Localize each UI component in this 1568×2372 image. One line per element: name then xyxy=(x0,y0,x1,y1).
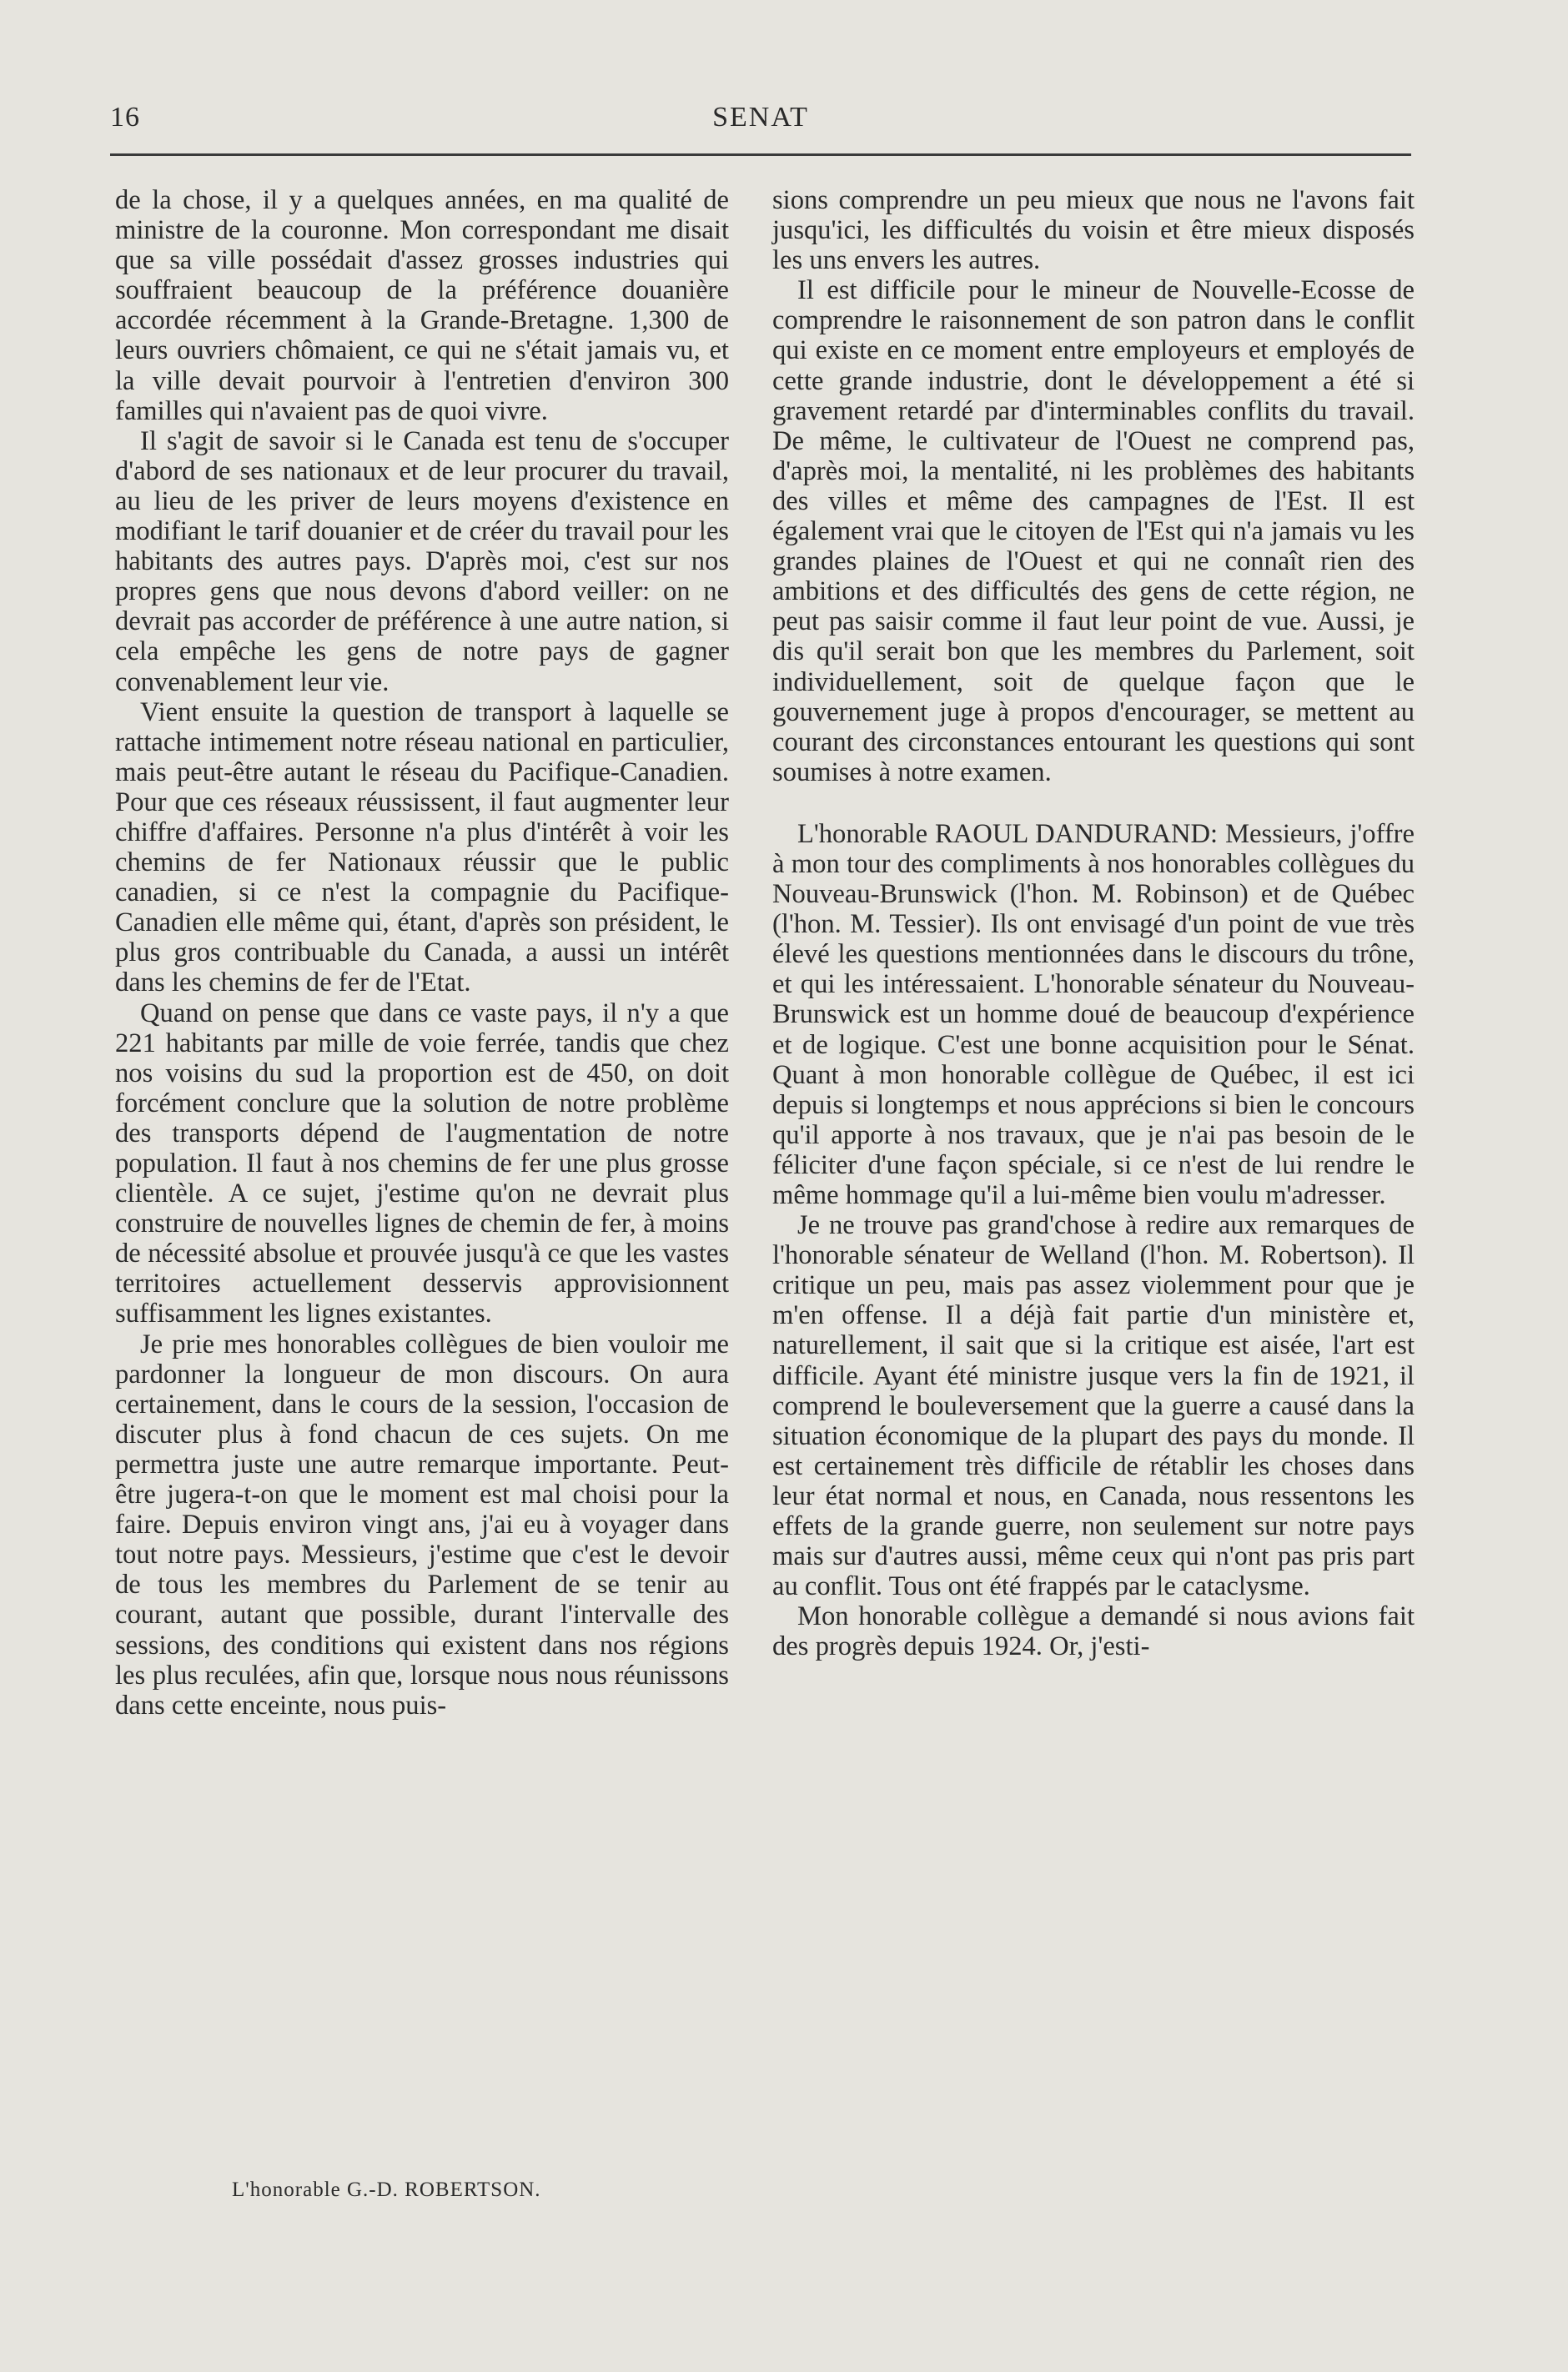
paragraph: Je ne trouve pas grand'chose à redire aux remarques de l'honorable sénateur de Welland (l'hon. M. Robertson). Il critique un peu, mais pas assez violemment pour que je m'en offense. Il a déjà fait partie d'un ministère et, naturellement, il sait que si la critique est aisée, l'art est difficile. Ayant été ministre jusque vers la fin de 1921, il comprend le bouleversement que la guerre a causé dans la situation économique de la plupart des pays du monde. Il est certainement très difficile de rétablir les choses dans leur état normal et nous, en Canada, nous ressentons les effets de la grande guerre, non seulement sur notre pays mais sur d'autres aussi, même ceux qui n'ont pas pris part au conflit. Tous ont été frappés par le cataclysme. xyxy=(772,1210,1415,1602)
paragraph: Quand on pense que dans ce vaste pays, il n'y a que 221 habitants par mille de voie ferrée, tandis que chez nos voisins du sud la proportion est de 450, on doit forcément conclure que la solution de notre problème des transports dépend de l'augmentation de notre population. Il faut à nos chemins de fer une plus grosse clientèle. A ce sujet, j'estime qu'on ne devrait plus construire de nouvelles lignes de chemin de fer, à moins de nécessité absolue et prouvée jusqu'à ce que les vastes territoires actuellement desservis approvisionnent suffisamment les lignes existantes. xyxy=(115,998,729,1329)
running-title: SENAT xyxy=(712,102,809,133)
page-number: 16 xyxy=(110,102,140,133)
paragraph: Vient ensuite la question de transport à laquelle se rattache intimement notre réseau national en particulier, mais peut-être autant le réseau du Pacifique-Canadien. Pour que ces réseaux réussissent, il faut augmenter leur chiffre d'affaires. Personne n'a plus d'intérêt à voir les chemins de fer Nationaux réussir que le public canadien, si ce n'est la compagnie du Pacifique-Canadien elle même qui, étant, d'après son président, le plus gros contribuable du Canada, a aussi un intérêt dans les chemins de fer de l'Etat. xyxy=(115,696,729,998)
header-rule xyxy=(110,153,1411,156)
paragraph-speaker: L'honorable RAOUL DANDURAND: Messieurs, j'offre à mon tour des compliments à nos honorables collègues du Nouveau-Brunswick (l'hon. M. Robinson) et de Québec (l'hon. M. Tessier). Ils ont envisagé d'un point de vue très élevé les questions mentionnées dans le discours du trône, et qui les intéressaient. L'honorable sénateur du Nouveau-Brunswick est un homme doué de beaucoup d'expérience et de logique. C'est une bonne acquisition pour le Sénat. Quant à mon honorable collègue de Québec, il est ici depuis si longtemps et nous apprécions si bien le concours qu'il apporte à nos travaux, que je n'ai pas besoin de le féliciter d'une façon spéciale, si ce n'est de lui rendre le même hommage qu'il a lui-même bien voulu m'adresser. xyxy=(772,818,1415,1210)
paragraph: sions comprendre un peu mieux que nous ne l'avons fait jusqu'ici, les difficultés du voisin et être mieux disposés les uns envers les autres. xyxy=(772,185,1415,276)
page-header xyxy=(110,98,1411,148)
paragraph: Il s'agit de savoir si le Canada est tenu de s'occuper d'abord de ses nationaux et de leur procurer du travail, au lieu de les priver de leurs moyens d'existence en modifiant le tarif douanier et de créer du travail pour les habitants des autres pays. D'après moi, c'est sur nos propres gens que nous devons d'abord veiller: on ne devrait pas accorder de préférence à une autre nation, si cela empêche les gens de notre pays de gagner convenablement leur vie. xyxy=(115,425,729,697)
paragraph: Je prie mes honorables collègues de bien vouloir me pardonner la longueur de mon discours. On aura certainement, dans le cours de la session, l'occasion de discuter plus à fond chacun de ces sujets. On me permettra juste une autre remarque importante. Peut-être jugera-t-on que le moment est mal choisi pour la faire. Depuis environ vingt ans, j'ai eu à voyager dans tout notre pays. Messieurs, j'estime que c'est le devoir de tous les membres du Parlement de se tenir au courant, autant que possible, durant l'intervalle des sessions, des conditions qui existent dans nos régions les plus reculées, afin que, lorsque nous nous réunissons dans cette enceinte, nous puis- xyxy=(115,1329,729,1721)
speaker-signoff: L'honorable G.-D. ROBERTSON. xyxy=(232,2179,541,2201)
right-column xyxy=(772,185,1415,1662)
left-column xyxy=(115,185,729,1721)
paragraph: Il est difficile pour le mineur de Nouvelle-Ecosse de comprendre le raisonnement de son patron dans le conflit qui existe en ce moment entre employeurs et employés de cette grande industrie, dont le développement a été si gravement retardé par d'interminables conflits du travail. De même, le cultivateur de l'Ouest ne comprend pas, d'après moi, la mentalité, ni les problèmes des habitants des villes et même des campagnes de l'Est. Il est également vrai que le citoyen de l'Est qui n'a jamais vu les grandes plaines de l'Ouest et qui ne connaît rien des ambitions et des difficultés des gens de cette région, ne peut pas saisir comme il faut leur point de vue. Aussi, je dis qu'il serait bon que les membres du Parlement, soit individuellement, soit de quelque façon que le gouvernement juge à propos d'encourager, se mettent au courant des circonstances entourant les questions qui sont soumises à notre examen. xyxy=(772,275,1415,787)
paragraph: Mon honorable collègue a demandé si nous avions fait des progrès depuis 1924. Or, j'esti- xyxy=(772,1601,1415,1662)
paragraph: de la chose, il y a quelques années, en ma qualité de ministre de la couronne. Mon correspondant me disait que sa ville possédait d'assez grosses industries qui souffraient beaucoup de la préférence douanière accordée récemment à la Grande-Bretagne. 1,300 de leurs ouvriers chômaient, ce qui ne s'était jamais vu, et la ville devait pourvoir à l'entretien d'environ 300 familles qui n'avaient pas de quoi vivre. xyxy=(115,185,729,426)
